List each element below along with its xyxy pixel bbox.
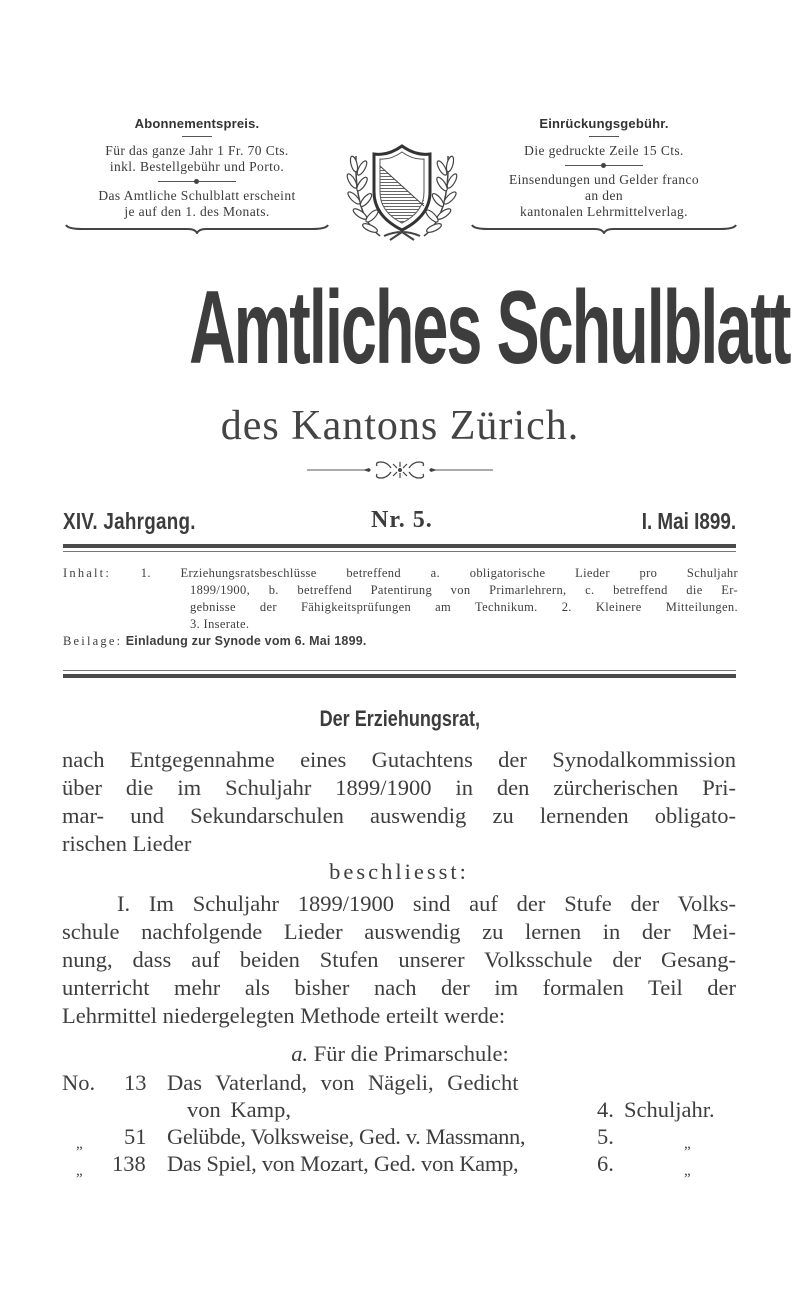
double-rule-top (63, 544, 736, 548)
song-title: Das Spiel, von Mozart, Ged. von Kamp, (167, 1151, 519, 1176)
song-grade: 4. (597, 1097, 614, 1122)
ditto-mark: „ (76, 1163, 83, 1179)
volume-label: XIV. Jahrgang. (63, 508, 196, 534)
article-intro (62, 746, 736, 886)
double-rule-top-thin (63, 551, 736, 552)
song-grade: 5. (597, 1124, 614, 1149)
insertion-fee-line: Einsendungen und Gelder franco (508, 172, 700, 187)
issue-number: Nr. 5. (371, 507, 433, 533)
text-line: rischen Lieder (62, 831, 192, 856)
insertion-fee-line: an den (584, 188, 623, 203)
resolves-label: beschliesst: (329, 859, 469, 884)
double-rule-bottom-thin (63, 670, 736, 671)
song-number: 51 (124, 1124, 147, 1149)
song-number: 13 (124, 1070, 147, 1095)
dot-divider (158, 177, 236, 186)
ditto-mark: „ (684, 1136, 691, 1152)
text-line: nung, dass auf beiden Stufen unserer Volksschule der Gesang- (62, 947, 736, 972)
text-line: I. Im Schuljahr 1899/1900 sind auf der Stufe der Volks- (117, 891, 736, 916)
text-line: unterricht mehr als bisher nach der im formalen Teil der (62, 975, 736, 1000)
song-list (62, 1069, 742, 1177)
double-rule-bottom (63, 674, 736, 678)
subscription-line: inkl. Bestellgebühr und Porto. (109, 159, 285, 174)
subscription-price-box (62, 116, 332, 234)
subsection-title: Für die Primarschule: (313, 1041, 509, 1066)
short-rule (589, 136, 619, 137)
article-paragraph-1 (62, 890, 736, 1030)
song-grade: 6. (597, 1151, 614, 1176)
song-row (62, 1150, 742, 1177)
song-row (62, 1123, 742, 1150)
song-row-continuation (62, 1096, 742, 1123)
text-line: mar- und Sekundarschulen auswendig zu lernenden obligato- (62, 803, 736, 828)
song-row (62, 1069, 742, 1096)
text-line: über die im Schuljahr 1899/1900 in den zürcherischen Pri- (62, 775, 736, 800)
song-prefix: No. (62, 1070, 96, 1095)
insertion-fee-box (468, 116, 740, 234)
song-grade-label: Schuljahr. (624, 1097, 715, 1122)
masthead-subtitle: des Kantons Zürich. (220, 403, 580, 449)
song-number: 138 (112, 1151, 146, 1176)
insertion-fee-line: Die gedruckte Zeile 15 Cts. (524, 143, 684, 158)
subsection-label: a. (291, 1041, 309, 1066)
toc-line: 1899/1900, b. betreffend Patentirung von Primarlehrern, c. betreffend die Er- (190, 583, 738, 597)
text-line: Lehrmittel niedergelegten Methode erteilt werde: (62, 1003, 506, 1028)
article-heading-text: Der Erziehungsrat, (319, 706, 481, 731)
song-title: Das Vaterland, von Nägeli, Gedicht (167, 1070, 519, 1095)
article-heading (0, 706, 800, 732)
dot-divider (565, 161, 643, 170)
issue-date: I. Mai I899. (641, 508, 736, 534)
subscription-line: Das Amtliche Schulblatt erscheint (98, 188, 296, 203)
toc-line: 3. Inserate. (190, 617, 250, 631)
toc-line: gebnisse der Fähigkeitsprüfungen am Technikum. 2. Kleinere Mitteilungen. (190, 600, 738, 614)
beilage-label: Beilage: (63, 634, 123, 648)
brace-divider (468, 224, 740, 234)
ditto-mark: „ (76, 1136, 83, 1152)
brace-divider (62, 224, 332, 234)
text-line: schule nachfolgende Lieder auswendig zu lernen in der Mei- (62, 919, 736, 944)
coat-of-arms-icon (340, 136, 464, 248)
beilage-text: Einladung zur Synode vom 6. Mai 1899. (125, 634, 367, 648)
song-title: Gelübde, Volksweise, Ged. v. Massmann, (167, 1124, 526, 1149)
subsection-heading (0, 1041, 800, 1067)
table-of-contents (63, 565, 738, 650)
subscription-line: je auf den 1. des Monats. (124, 204, 270, 219)
short-rule (182, 136, 212, 137)
masthead-title: Amtliches Schulblatt (189, 270, 790, 386)
floral-ornament-icon (305, 458, 495, 482)
inhalt-label: Inhalt: (63, 566, 112, 580)
text-line: nach Entgegennahme eines Gutachtens der Synodalkommission (62, 747, 736, 772)
insertion-fee-line: kantonalen Lehrmittelverlag. (520, 204, 688, 219)
ditto-mark: „ (684, 1163, 691, 1179)
subscription-line: Für das ganze Jahr 1 Fr. 70 Cts. (105, 143, 289, 158)
song-title-cont: von Kamp, (187, 1097, 291, 1122)
insertion-fee-heading: Einrückungsgebühr. (539, 116, 669, 131)
subscription-heading: Abonnementspreis. (134, 116, 260, 131)
toc-line: 1. Erziehungsratsbeschlüsse betreffend a. obligatorische Lieder pro Schuljahr (140, 566, 738, 580)
